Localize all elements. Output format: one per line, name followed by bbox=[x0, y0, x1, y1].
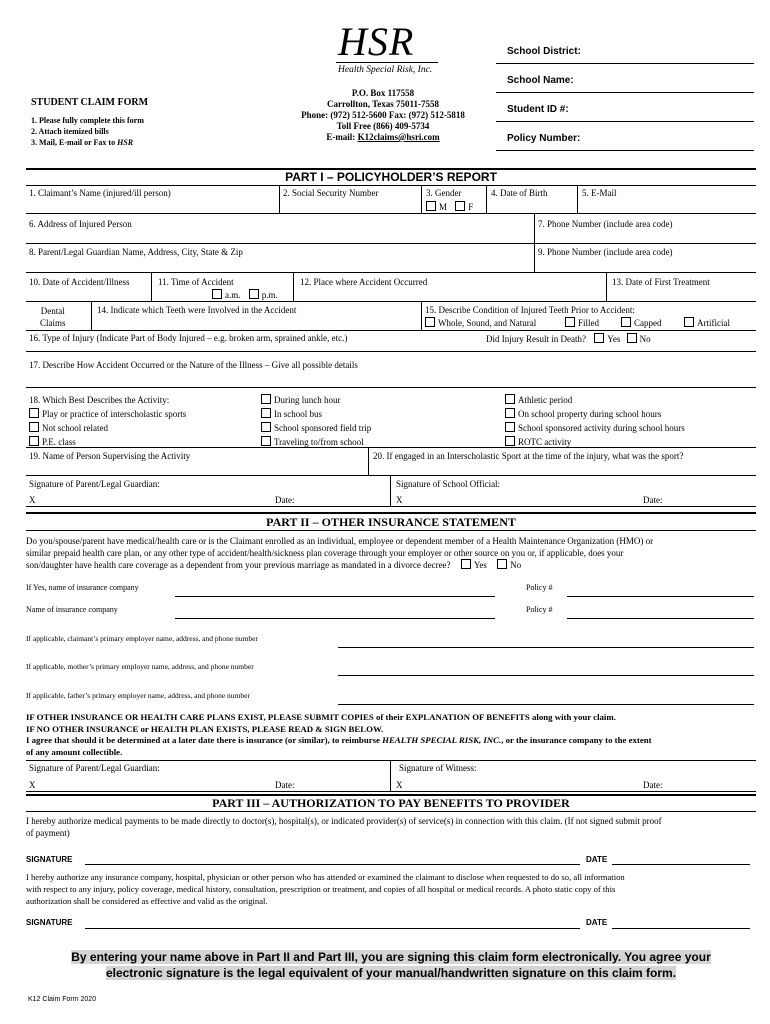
teeth-condition-option: Capped bbox=[621, 317, 662, 328]
part3-title: PART III – AUTHORIZATION TO PAY BENEFITS TO PROVIDER bbox=[212, 796, 570, 810]
activity-checkbox[interactable] bbox=[29, 422, 39, 432]
signature-1-label: SIGNATURE bbox=[26, 855, 73, 864]
part1-signature-line[interactable] bbox=[26, 506, 756, 507]
x-mark: X bbox=[396, 780, 403, 790]
death-question: Did Injury Result in Death? Yes No bbox=[486, 334, 651, 344]
email-label: 5. E-Mail bbox=[582, 188, 617, 198]
teeth-label: 14. Indicate which Teeth were Involved in the Accident bbox=[97, 305, 297, 315]
policy-label: Policy # bbox=[526, 583, 553, 592]
signature-2-label: SIGNATURE bbox=[26, 918, 73, 927]
insurance-no-checkbox[interactable] bbox=[497, 559, 507, 569]
policy-2-label: Policy # bbox=[526, 605, 553, 614]
phone-label: 7. Phone Number (include area code) bbox=[538, 219, 673, 229]
first-treatment-label: 13. Date of First Treatment bbox=[612, 277, 710, 287]
accident-time-label: 11. Time of Accident bbox=[158, 277, 234, 287]
activity-checkbox[interactable] bbox=[261, 408, 271, 418]
dob-label: 4. Date of Birth bbox=[491, 188, 548, 198]
date-label: Date: bbox=[275, 495, 295, 505]
mother-employer-field[interactable] bbox=[338, 675, 754, 676]
teeth-condition-option: Whole, Sound, and Natural bbox=[425, 317, 536, 328]
gender-male-checkbox[interactable] bbox=[426, 201, 436, 211]
pm-checkbox[interactable] bbox=[249, 289, 259, 299]
email-line: E-mail: K12claims@hsri.com bbox=[326, 132, 440, 142]
part1-official-signature-label: Signature of School Official: bbox=[396, 479, 501, 489]
part1-parent-signature-label: Signature of Parent/Legal Guardian: bbox=[29, 479, 160, 489]
part2-title: PART II – OTHER INSURANCE STATEMENT bbox=[266, 515, 516, 529]
logo-text: HSR bbox=[338, 19, 415, 64]
gender-options: M F bbox=[426, 201, 473, 212]
activity-checkbox[interactable] bbox=[29, 436, 39, 446]
capped-checkbox[interactable] bbox=[621, 317, 631, 327]
policy-number-label: Policy Number: bbox=[507, 133, 581, 144]
address-label: 6. Address of Injured Person bbox=[29, 219, 132, 229]
guardian-phone-label: 9. Phone Number (include area code) bbox=[538, 247, 673, 257]
supervisor-label: 19. Name of Person Supervising the Activity bbox=[29, 451, 191, 461]
part2-parent-signature-label: Signature of Parent/Legal Guardian: bbox=[29, 763, 160, 773]
ssn-label: 2. Social Security Number bbox=[283, 188, 379, 198]
artificial-checkbox[interactable] bbox=[684, 317, 694, 327]
address-line: P.O. Box 117558 bbox=[351, 88, 415, 98]
address-line: Toll Free (866) 409-5734 bbox=[336, 121, 430, 131]
date-label: Date: bbox=[643, 780, 663, 790]
activity-label: 18. Which Best Describes the Activity: bbox=[29, 395, 170, 405]
death-yes-checkbox[interactable] bbox=[594, 333, 604, 343]
activity-checkbox[interactable] bbox=[29, 408, 39, 418]
sport-label: 20. If engaged in an Interscholastic Sport at the time of the injury, what was the sport? bbox=[373, 451, 684, 461]
email-link[interactable]: K12claims@hsri.com bbox=[357, 132, 440, 142]
school-district-field[interactable] bbox=[496, 63, 754, 64]
claimant-employer-label: If applicable, claimant’s primary employer name, address, and phone number bbox=[26, 634, 259, 643]
date-1-field[interactable] bbox=[612, 864, 750, 865]
policy-number-field[interactable] bbox=[496, 150, 754, 151]
school-name-label: School Name: bbox=[507, 75, 574, 86]
activity-checkbox[interactable] bbox=[261, 394, 271, 404]
insurance-yes-checkbox[interactable] bbox=[461, 559, 471, 569]
teeth-condition-label: 15. Describe Condition of Injured Teeth Prior to Accident: bbox=[425, 305, 635, 315]
date-2-label: DATE bbox=[586, 918, 608, 927]
accident-time-options: a.m. p.m. bbox=[212, 289, 278, 300]
accident-description-label: 17. Describe How Accident Occurred or the Nature of the Illness – Give all possible details bbox=[29, 360, 358, 370]
filled-checkbox[interactable] bbox=[565, 317, 575, 327]
insurance-company-label: If Yes, name of insurance company bbox=[26, 583, 139, 592]
activity-checkbox[interactable] bbox=[261, 436, 271, 446]
insurance-company-field[interactable] bbox=[175, 596, 495, 597]
form-id: K12 Claim Form 2020 bbox=[28, 996, 97, 1003]
date-label: Date: bbox=[275, 780, 295, 790]
address-line: Phone: (972) 512-5600 Fax: (972) 512-5818 bbox=[301, 110, 465, 120]
instructions: 1. Please fully complete this form 2. Attach itemized bills 3. Mail, E-mail or Fax to HSR bbox=[31, 116, 144, 147]
injury-type-label: 16. Type of Injury (Indicate Part of Body Injured – e.g. broken arm, sprained ankle, etc.) bbox=[29, 333, 348, 343]
mother-employer-label: If applicable, mother’s primary employer name, address, and phone number bbox=[26, 662, 254, 671]
gender-female-checkbox[interactable] bbox=[455, 201, 465, 211]
school-district-label: School District: bbox=[507, 46, 581, 57]
authorization-records-text: I hereby authorize any insurance company, hospital, physician or other person who has attended or examined the claimant to disclose when requested to do so, all information with respect to any injury, policy coverage, medical history, consultation, prescription or treatment, and copies of all hospital or medical records. A photo static copy of this authorization shall be considered as effective and valid as the original. bbox=[26, 872, 625, 906]
authorization-payment-text: I hereby authorize medical payments to be made directly to doctor(s), hospital(s), or indicated provider(s) of service(s) in connection with this claim. (If not signed submit proof of payment) bbox=[26, 816, 662, 838]
student-id-field[interactable] bbox=[496, 121, 754, 122]
other-insurance-question: Do you/spouse/parent have medical/health care or is the Claimant enrolled as an individual, employee or dependent member of a Health Maintenance Organization (HMO) or similar prepaid health care plan, or any other type of accident/health/sickness plan coverage through your employer or other source on you or, if applicable, does your son/daughter have health care coverage as a dependent from your previous marriage as mandated in a divorce decree? Yes No bbox=[26, 536, 654, 570]
activity-checkbox[interactable] bbox=[505, 422, 515, 432]
address-line: Carrollton, Texas 75011-7558 bbox=[326, 99, 440, 109]
insurance-company-2-field[interactable] bbox=[175, 618, 495, 619]
death-no-checkbox[interactable] bbox=[627, 333, 637, 343]
policy-2-field[interactable] bbox=[567, 618, 754, 619]
x-mark: X bbox=[29, 495, 36, 505]
part1-title: PART I – POLICYHOLDER’S REPORT bbox=[285, 170, 497, 184]
am-checkbox[interactable] bbox=[212, 289, 222, 299]
accident-date-label: 10. Date of Accident/Illness bbox=[29, 277, 130, 287]
claimant-employer-field[interactable] bbox=[338, 647, 754, 648]
teeth-condition-option: Filled bbox=[565, 317, 599, 328]
activity-checkbox[interactable] bbox=[505, 394, 515, 404]
place-label: 12. Place where Accident Occurred bbox=[300, 277, 428, 287]
claimant-name-label: 1. Claimant’s Name (injured/ill person) bbox=[29, 188, 171, 198]
insurance-notice: IF OTHER INSURANCE OR HEALTH CARE PLANS EXIST, PLEASE SUBMIT COPIES of their EXPLANATION OF BENEFITS along with your claim. IF NO OTHER INSURANCE or HEALTH PLAN EXISTS, PLEASE READ & SIGN BELOW. I agree that should it be determined at a later date there is insurance (or similar), to reimburse HEALTH SPECIAL RISK, INC., or the insurance company to the extent of any amount collectible. bbox=[26, 712, 652, 757]
date-label: Date: bbox=[643, 495, 663, 505]
activity-checkbox[interactable] bbox=[261, 422, 271, 432]
student-id-label: Student ID #: bbox=[507, 104, 569, 115]
date-1-label: DATE bbox=[586, 855, 608, 864]
form-title: STUDENT CLAIM FORM bbox=[31, 97, 149, 108]
date-2-field[interactable] bbox=[612, 928, 750, 929]
guardian-label: 8. Parent/Legal Guardian Name, Address, City, State & Zip bbox=[29, 247, 243, 257]
dental-claims-label: Dental Claims bbox=[40, 306, 66, 328]
signature-2-field[interactable] bbox=[85, 928, 580, 929]
company-address bbox=[248, 88, 518, 143]
activity-checkbox[interactable] bbox=[505, 408, 515, 418]
signature-1-field[interactable] bbox=[85, 864, 580, 865]
part2-signature-line[interactable] bbox=[26, 791, 756, 792]
father-employer-field[interactable] bbox=[338, 704, 754, 705]
activity-checkbox[interactable] bbox=[505, 436, 515, 446]
whole-checkbox[interactable] bbox=[425, 317, 435, 327]
x-mark: X bbox=[396, 495, 403, 505]
insurance-company-2-label: Name of insurance company bbox=[26, 605, 118, 614]
electronic-signature-notice: By entering your name above in Part II and Part III, you are signing this claim form electronically. You agree your electronic signature is the legal equivalent of your manual/handwritten signature on this claim form. bbox=[71, 950, 711, 980]
gender-label: 3. Gender bbox=[426, 188, 462, 198]
policy-field[interactable] bbox=[567, 596, 754, 597]
father-employer-label: If applicable, father’s primary employer name, address, and phone number bbox=[26, 691, 250, 700]
school-name-field[interactable] bbox=[496, 92, 754, 93]
witness-signature-label: Signature of Witness: bbox=[399, 763, 477, 773]
activity-col1: 18. Which Best Describes the Activity: Play or practice of interscholastic sports Not school related P.E. class bbox=[29, 395, 187, 447]
teeth-condition-option: Artificial bbox=[684, 317, 730, 328]
activity-col3: Athletic period On school property during school hours School sponsored activity during school hours ROTC activity bbox=[505, 393, 685, 449]
x-mark: X bbox=[29, 780, 36, 790]
logo-subtitle: Health Special Risk, Inc. bbox=[338, 65, 433, 75]
activity-col2: During lunch hour In school bus School sponsored field trip Traveling to/from school bbox=[261, 393, 371, 449]
